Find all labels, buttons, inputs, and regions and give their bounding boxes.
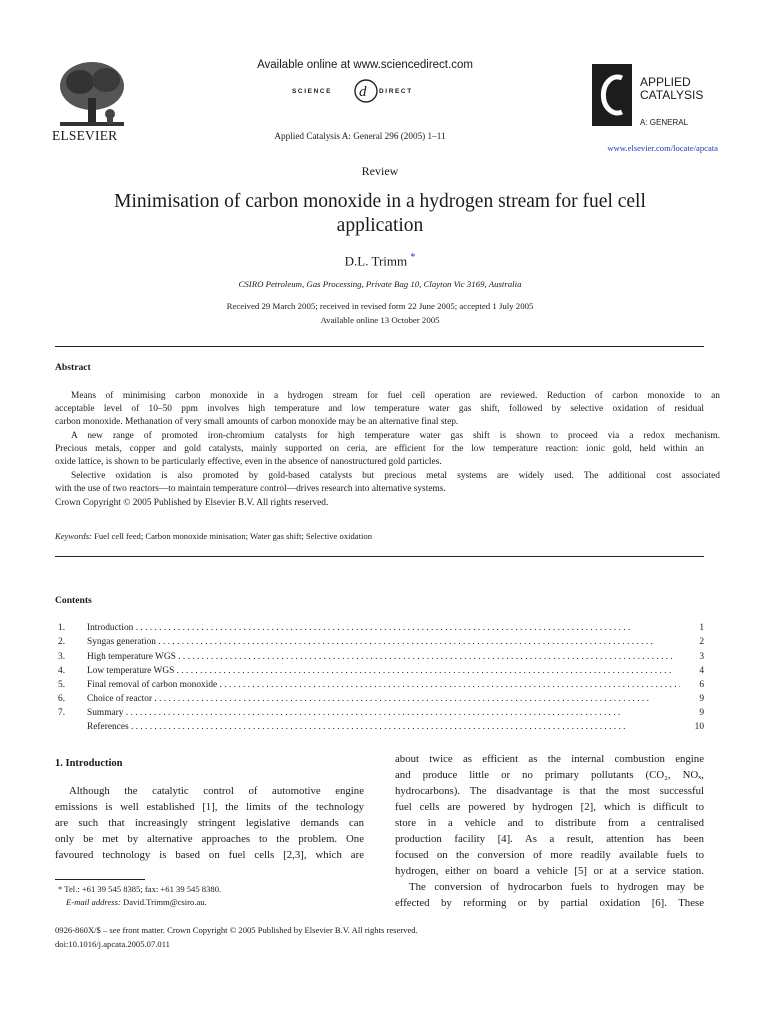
toc-title[interactable]: Choice of reactor . . . [87,692,680,706]
body-line: and produce little or no primary pollutants (CO₂, NOₓ, [395,769,704,781]
keywords-label: Keywords: [55,531,92,541]
toc-title[interactable]: Final removal of carbon monoxide . . . [87,678,680,692]
footnote-contact: * Tel.: +61 39 545 8385; fax: +61 39 545 8380. [58,884,222,894]
online-date: Available online 13 October 2005 [320,315,440,325]
body-line: The conversion of hydrocarbon fuels to hydrogen may be [409,881,704,893]
toc-page: 10 [694,722,704,732]
body-line: store in a vehicle and to distribute from a centralised [395,817,704,829]
divider [55,556,704,557]
journal-url-link[interactable]: www.elsevier.com/locate/apcata [607,143,718,153]
body-line: effected by reforming or by partial oxidation [6]. These [395,897,704,909]
journal-logo-line1: APPLIED [640,75,691,89]
keywords-list: Fuel cell feed; Carbon monoxide minisation; Water gas shift; Selective oxidation [94,531,372,541]
toc-number: 4. [58,666,66,676]
author-footnote-mark[interactable]: * [410,252,416,263]
body-line: emissions is well established [1], the limits of the technology [55,801,364,813]
email-label: E-mail address: [66,897,121,907]
toc-row[interactable] [58,664,704,678]
elsevier-tree-logo [52,58,132,130]
keywords [55,531,372,541]
abstract-line: Precious metals, copper and gold catalysts, mainly supported on ceria, are efficient for the low temperature reaction: ionic gold, held within an [55,444,704,454]
toc-number: 3. [58,652,66,662]
journal-logo-text [640,76,703,102]
toc-page: 1 [699,623,704,633]
body-line: are such that increasingly stringent legislative demands can [55,817,364,829]
sciencedirect-right-text: DIRECT [379,88,413,95]
front-matter-line: 0926-860X/$ – see front matter. Crown Copyright © 2005 Published by Elsevier B.V. All rights reserved. [55,925,418,935]
abstract-line: Means of minimising carbon monoxide in a hydrogen stream for fuel cell operation are reviewed. Reduction of carbon monoxide to an [71,391,720,401]
article-type: Review [361,164,399,178]
toc-number: 1. [58,623,66,633]
toc-number: 2. [58,637,66,647]
body-line: only be met by alternative approaches to the problem. One [55,833,364,845]
journal-logo-line2: CATALYSIS [640,88,704,102]
toc-page: 6 [699,680,704,690]
toc-row[interactable] [58,706,704,720]
body-line: fuel cells are powered by hydrogen [2], which is difficult to [395,801,704,813]
abstract-line: A new range of promoted iron-chromium catalysts for high temperature water gas shift is shown to proceed via a redox mechanism. [71,431,720,441]
section-heading: 1. Introduction [55,758,123,769]
email-address[interactable]: David.Trimm@csiro.au. [122,897,207,907]
toc-number: 5. [58,680,66,690]
toc-row[interactable] [58,650,704,664]
toc-page: 4 [699,666,704,676]
footnote-divider [55,879,145,880]
journal-logo-line3: A: GENERAL [640,118,689,127]
author-line [0,252,760,269]
toc-title[interactable]: References . . . [87,720,680,734]
abstract-line: acceptable level of 10–50 ppm involves high temperature and low temperature water gas shift, followed by selective oxidation of residual [55,404,704,414]
toc-title[interactable]: Introduction . . . [87,621,680,635]
body-line: production facility [4]. As a result, attention has been [395,833,704,845]
abstract-line: with the use of two reactors—to maintain temperature control—drives research into alternative systems. [55,484,446,494]
toc-page: 9 [699,694,704,704]
toc-title[interactable]: Summary . . . [87,706,680,720]
body-line: hydrocarbons). The disadvantage is that the most successful [395,785,704,797]
available-online-text: Available online at www.sciencedirect.com [257,59,473,71]
body-line: focused on the conversion of more readily available fuels to [395,849,704,861]
body-line: hydrogen, either on board a vehicle [5] or at a service station. [395,865,704,877]
toc-title[interactable]: High temperature WGS . . . [87,650,680,664]
toc-row[interactable] [58,635,704,649]
abstract-line: oxide lattice, is shown to be particularly effective, even in the absence of nanostructured gold particles. [55,457,442,467]
publisher-logo-text: ELSEVIER [52,128,118,143]
journal-logo-icon [592,64,632,126]
body-line: about twice as efficient as the internal combustion engine [395,753,704,765]
body-line: Although the catalytic control of automotive engine [69,785,364,797]
affiliation: CSIRO Petroleum, Gas Processing, Private Bag 10, Clayton Vic 3169, Australia [238,279,522,289]
contents-heading: Contents [55,595,92,606]
toc-row[interactable] [58,621,704,635]
toc-row[interactable] [58,720,704,734]
toc-row[interactable] [58,692,704,706]
toc-number: 7. [58,708,66,718]
doi-line[interactable]: doi:10.1016/j.apcata.2005.07.011 [55,939,170,949]
body-line: favoured technology is based on fuel cells [2,3], which are [55,849,364,861]
abstract-line: carbon monoxide. Methanation of very small amounts of carbon monoxide may be an alternative final step. [55,417,459,427]
footnote-email [66,897,207,907]
abstract-heading: Abstract [55,362,91,373]
sciencedirect-left-text: SCIENCE [292,88,333,95]
toc-number: 6. [58,694,66,704]
abstract-line: Selective oxidation is also promoted by gold-based catalysts but precious metal systems are widely used. The additional cost associated [71,471,720,481]
author-name[interactable]: D.L. Trimm [344,253,408,269]
toc-row[interactable] [58,678,704,692]
article-title: Minimisation of carbon monoxide in a hydrogen stream for fuel cell application [114,191,646,236]
toc-title[interactable]: Low temperature WGS . . . [87,664,680,678]
svg-text:d: d [359,84,367,100]
divider [55,346,704,347]
toc-page: 9 [699,708,704,718]
journal-citation: Applied Catalysis A: General 296 (2005) 1–11 [274,131,446,141]
toc-title[interactable]: Syngas generation . . . [87,635,680,649]
copyright-line: Crown Copyright © 2005 Published by Elsevier B.V. All rights reserved. [55,498,329,508]
received-dates: Received 29 March 2005; received in revised form 22 June 2005; accepted 1 July 2005 [226,301,534,311]
toc-page: 2 [699,637,704,647]
toc-page: 3 [699,652,704,662]
